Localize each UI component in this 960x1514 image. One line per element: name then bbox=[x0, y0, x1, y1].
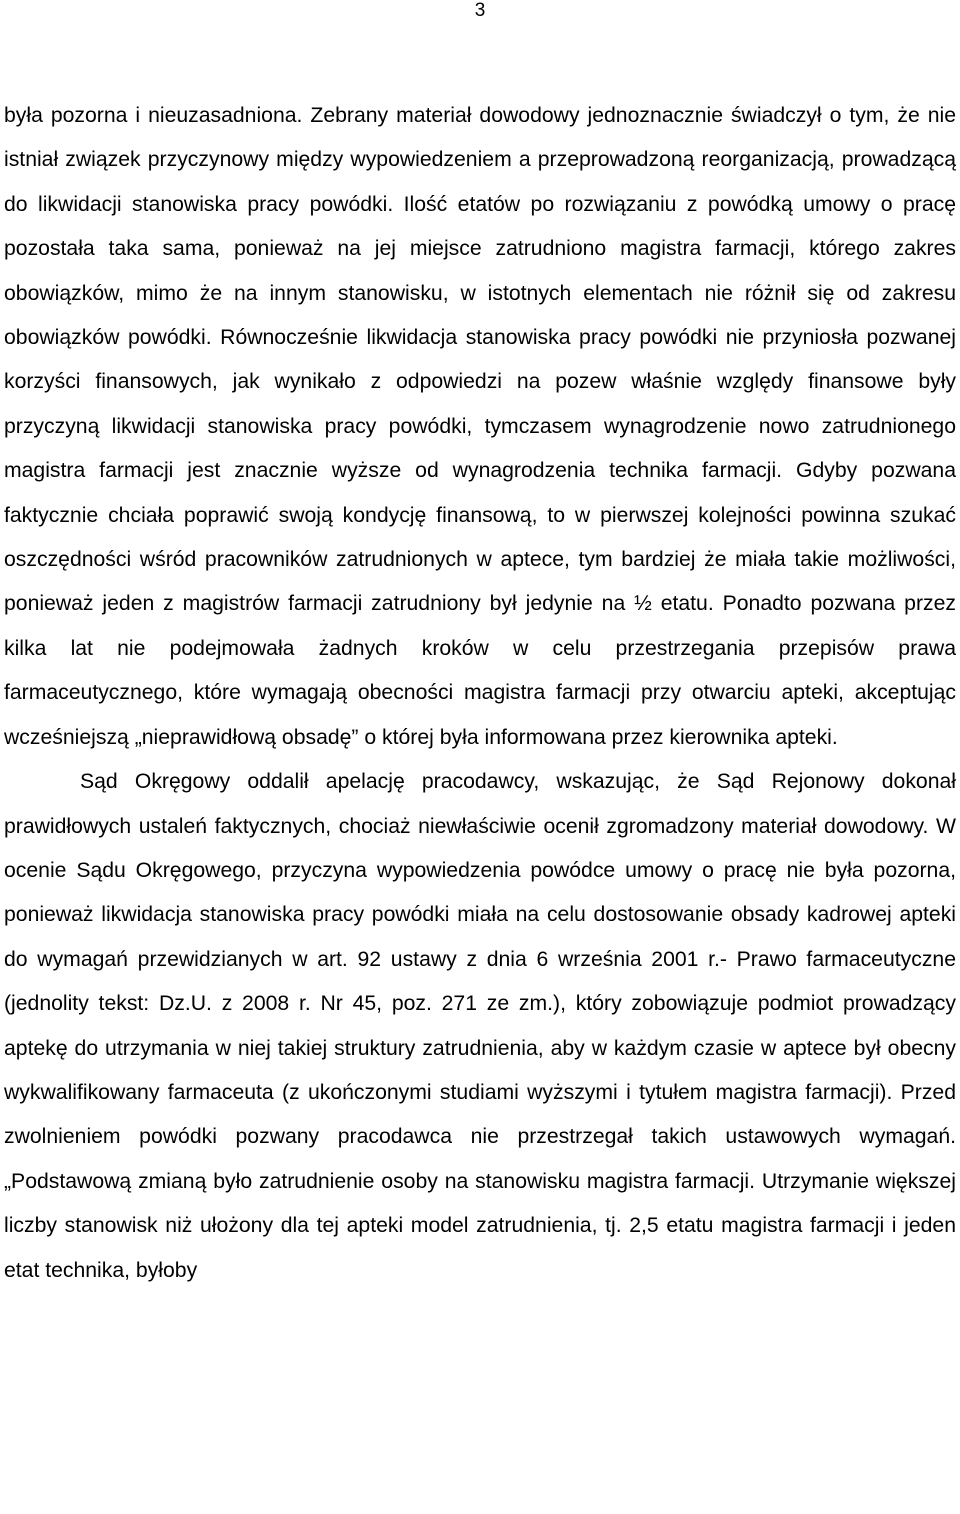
paragraph-district-court: Sąd Okręgowy oddalił apelację pracodawcy, wskazując, że Sąd Rejonowy dokonał prawidłowych ustaleń faktycznych, chociaż niewłaściwie ocenił zgromadzony materiał dowodowy. W ocenie Sądu Okręgowego, przyczyna wypowiedzenia powódce umowy o pracę nie była pozorna, ponieważ likwidacja stanowiska pracy powódki miała na celu dostosowanie obsady kadrowej apteki do wymagań przewidzianych w art. 92 ustawy z dnia 6 września 2001 r.- Prawo farmaceutyczne (jednolity tekst: Dz.U. z 2008 r. Nr 45, poz. 271 ze zm.), który zobowiązuje podmiot prowadzący aptekę do utrzymania w niej takiej struktury zatrudnienia, aby w każdym czasie w aptece był obecny wykwalifikowany farmaceuta (z ukończonymi studiami wyższymi i tytułem magistra farmacji). Przed zwolnieniem powódki pozwany pracodawca nie przestrzegał takich ustawowych wymagań. „Podstawową zmianą było zatrudnienie osoby na stanowisku magistra farmacji. Utrzymanie większej liczby stanowisk niż ułożony dla tej apteki model zatrudnienia, tj. 2,5 etatu magistra farmacji i jeden etat technika, byłoby bbox=[4, 770, 956, 1282]
document-body bbox=[4, 94, 956, 1293]
paragraph-continued: była pozorna i nieuzasadniona. Zebrany materiał dowodowy jednoznacznie świadczył o tym, że nie istniał związek przyczynowy między wypowiedzeniem a przeprowadzoną reorganizacją, prowadzącą do likwidacji stanowiska pracy powódki. Ilość etatów po rozwiązaniu z powódką umowy o pracę pozostała taka sama, ponieważ na jej miejsce zatrudniono magistra farmacji, którego zakres obowiązków, mimo że na innym stanowisku, w istotnych elementach nie różnił się od zakresu obowiązków powódki. Równocześnie likwidacja stanowiska pracy powódki nie przyniosła pozwanej korzyści finansowych, jak wynikało z odpowiedzi na pozew właśnie względy finansowe były przyczyną likwidacji stanowiska pracy powódki, tymczasem wynagrodzenie nowo zatrudnionego magistra farmacji jest znacznie wyższe od wynagrodzenia technika farmacji. Gdyby pozwana faktycznie chciała poprawić swoją kondycję finansową, to w pierwszej kolejności powinna szukać oszczędności wśród pracowników zatrudnionych w aptece, tym bardziej że miała takie możliwości, ponieważ jeden z magistrów farmacji zatrudniony był jedynie na ½ etatu. Ponadto pozwana przez kilka lat nie podejmowała żadnych kroków w celu przestrzegania przepisów prawa farmaceutycznego, które wymagają obecności magistra farmacji przy otwarciu apteki, akceptując wcześniejszą „nieprawidłową obsadę” o której była informowana przez kierownika apteki. bbox=[4, 104, 956, 749]
page-number: 3 bbox=[474, 0, 486, 21]
